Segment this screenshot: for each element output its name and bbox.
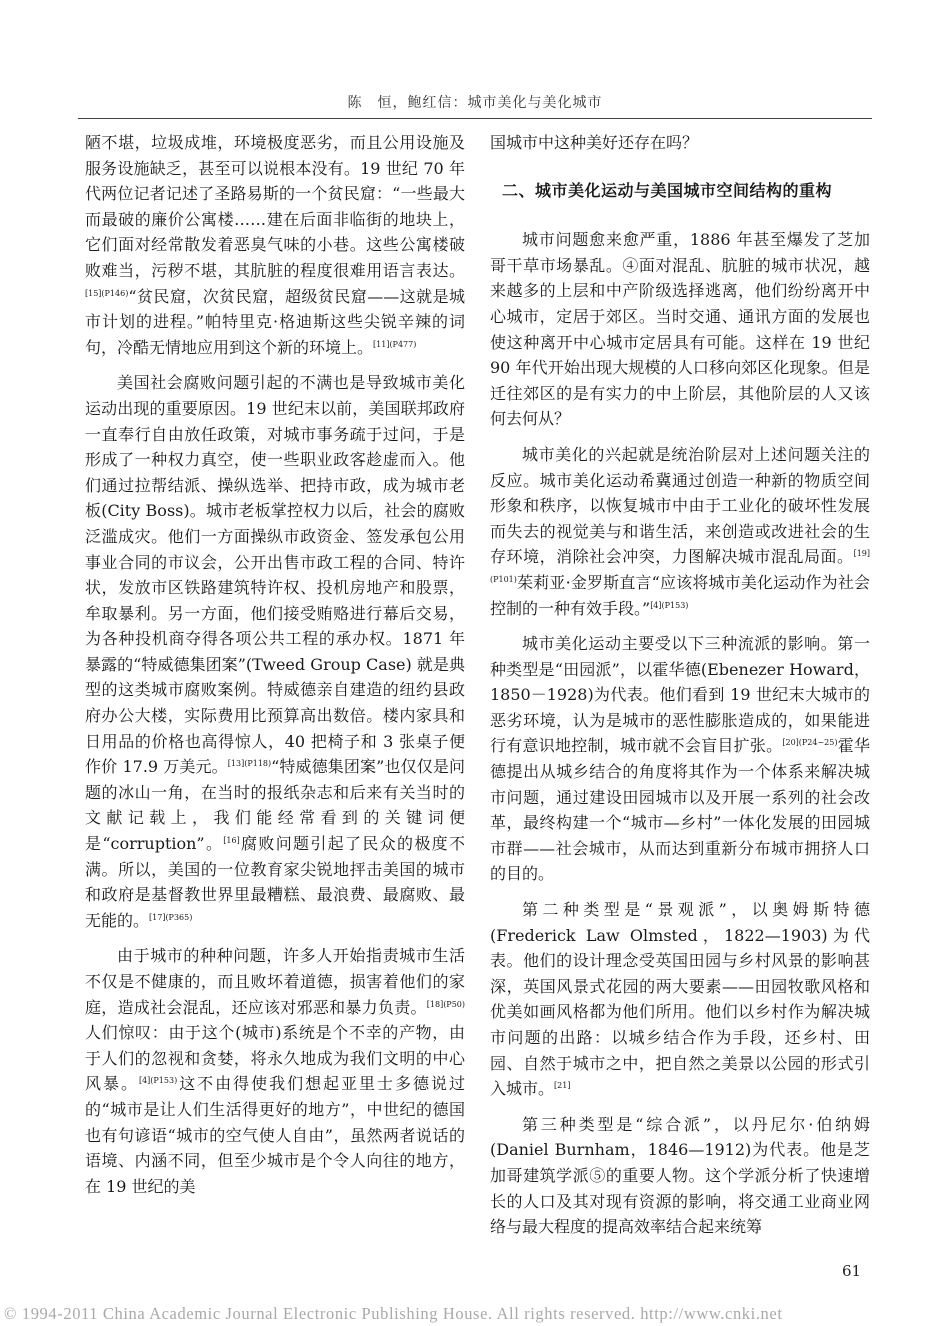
paragraph <box>490 442 870 621</box>
paragraph-text: 这不由得使我们想起亚里士多德说过的“城市是让人们生活得更好的地方”，中世纪的德国也有句谚语“城市的空气使人自由”，虽然两者说话的语境、内涵不同，但至少城市是个令人向往的地方，在 19 世纪的美 <box>85 1074 465 1196</box>
paragraph-text: 茱莉亚·金罗斯直言“应该将城市美化运动作为社会控制的一种有效手段。” <box>490 572 870 618</box>
paragraph <box>85 130 465 360</box>
paragraph <box>85 943 465 1199</box>
header-rule <box>78 118 872 119</box>
paragraph-text: “贫民窟，次贫民窟，超级贫民窟——这就是城市计划的进程。”帕特里克·格迪斯这些尖锐辛辣的词句，冷酷无情地应用到这个新的环境上。 <box>85 286 465 357</box>
running-header: 陈 恒，鲍红信：城市美化与美化城市 <box>347 95 603 111</box>
citation: [19](P101) <box>490 549 870 584</box>
citation: [11](P477) <box>373 339 417 349</box>
section-heading: 二、城市美化运动与美国城市空间结构的重构 <box>502 180 833 200</box>
citation: [17](P365) <box>149 912 193 922</box>
citation: [4](P153) <box>650 600 689 610</box>
citation: [13](P118) <box>227 759 272 769</box>
paragraph-text: 人们惊叹：由于这个(城市)系统是个不幸的产物，由于人们的忽视和贪婪，将永久地成为我们文明的中心风暴。 <box>85 1023 465 1094</box>
left-column <box>85 130 465 1199</box>
paragraph <box>490 631 870 887</box>
citation: [20](P24~25) <box>782 738 838 748</box>
paragraph <box>490 897 870 1102</box>
paragraph-text: 腐败问题引起了民众的极度不满。所以，美国的一位教育家尖锐地抨击美国的城市和政府是基督教世界里最糟糕、最浪费、最腐败、最无能的。 <box>85 834 465 930</box>
paragraph-text: 美国社会腐败问题引起的不满也是导致城市美化运动出现的重要原因。19 世纪末以前，美国联邦政府一直奉行自由放任政策，对城市事务疏于过问，于是形成了一种权力真空，使一些职业政客趁虚而入。他们通过拉帮结派、操纵选举、把持市政，成为城市老板(City Boss)。城市老板掌控权力以后，社会的腐败泛滥成灾。他们一方面操纵市政资金、签发承包公用事业合同的市议会，公开出售市政工程的合同、特许状，发放市区铁路建筑特许权、投机房地产和股票，牟取暴利。另一方面，他们接受贿赂进行幕后交易，为各种投机商夺得各项公共工程的承办权。1871 年暴露的“特威德集团案”(Tweed Group Case) 就是典型的这类城市腐败案例。特威德亲自建造的纽约县政府办公大楼，实际费用比预算高出数倍。楼内家具和日用品的价格也高得惊人，40 把椅子和 3 张桌子便作价 17.9 万美元。 <box>85 373 465 777</box>
citation: [21] <box>554 1081 571 1091</box>
paragraph: 国城市中这种美好还存在吗？ <box>490 133 699 152</box>
citation: [4](P153) <box>138 1076 178 1086</box>
paragraph <box>85 370 465 933</box>
page-number: 61 <box>842 1262 862 1280</box>
citation: [18](P50) <box>426 999 465 1009</box>
paragraph-text: 陋不堪，垃圾成堆，环境极度恶劣，而且公用设施及服务设施缺乏，甚至可以说根本没有。19 世纪 70 年代两位记者记述了圣路易斯的一个贫民窟：“一些最大而最破的廉价公寓楼……建在后面非临街的地块上，它们面对经常散发着恶臭气味的小巷。这些公寓楼破败难当，污秽不堪，其肮脏的程度很难用语言表达。 <box>85 133 465 280</box>
paragraph-text: “特威德集团案”也仅仅是问题的冰山一角，在当时的报纸杂志和后来有关当时的文献记载上，我们能经常看到的关键词便是“corruption”。 <box>85 757 465 854</box>
right-column <box>490 130 870 1240</box>
citation: [15](P146) <box>85 288 129 298</box>
paragraph-text: 霍华德提出从城乡结合的角度将其作为一个体系来解决城市问题，通过建设田园城市以及开展一系列的社会改革，最终构建一个“城市—乡村”一体化发展的田园城市群——社会城市，从而达到重新分布城市拥挤人口的目的。 <box>490 736 870 884</box>
paragraph-text: 城市美化的兴起就是统治阶层对上述问题关注的反应。城市美化运动希冀通过创造一种新的物质空间形象和秩序，以恢复城市中由于工业化的破坏性发展而失去的视觉美与和谐生活，来创造或改进社会的生存环境，消除社会冲突，力图解决城市混乱局面。 <box>490 444 870 567</box>
paragraph-text: 由于城市的种种问题，许多人开始指责城市生活不仅是不健康的，而且败坏着道德，损害着他们的家庭，造成社会混乱，还应该对邪恶和暴力负责。 <box>85 946 465 1017</box>
citation: [16] <box>223 836 240 846</box>
paragraph: 城市问题愈来愈严重，1886 年甚至爆发了芝加哥干草市场暴乱。④面对混乱、肮脏的城市状况，越来越多的上层和中产阶级选择逃离，他们纷纷离开中心城市，定居于郊区。当时交通、通讯方面的发展也使这种离开中心城市定居具有可能。这样在 19 世纪 90 年代开始出现大规模的人口移向郊区化现象。但是迁往郊区的是有实力的中上阶层，其他阶层的人又该何去何从？ <box>490 230 870 429</box>
copyright-footer: © 1994-2011 China Academic Journal Electronic Publishing House. All rights reserved. http://www.cnki.net <box>4 1304 783 1323</box>
paragraph-text: 城市美化运动主要受以下三种流派的影响。第一种类型是“田园派”，以霍华德(Ebenezer Howard，1850－1928)为代表。他们看到 19 世纪末大城市的恶劣环境，认为是城市的恶性膨胀造成的，如果能进行有意识地控制，城市就不会盲目扩张。 <box>490 634 870 756</box>
paragraph: 第三种类型是“综合派”，以丹尼尔·伯纳姆(Daniel Burnham，1846—1912)为代表。他是芝加哥建筑学派⑤的重要人物。这个学派分析了快速增长的人口及其对现有资源的影响，将交通工业商业网络与最大程度的提高效率结合起来统筹 <box>490 1114 870 1237</box>
paragraph-text: 第二种类型是“景观派”，以奥姆斯特德(Frederick Law Olmsted，1822—1903)为代表。他们的设计理念受英国田园与乡村风景的影响甚深，英国风景式花园的两大要素——田园牧歌风格和优美如画风格都为他们所用。他们以乡村作为解决城市问题的出路：以城乡结合作为手段，还乡村、田园、自然于城市之中，把自然之美景以公园的形式引入城市。 <box>490 900 870 1099</box>
